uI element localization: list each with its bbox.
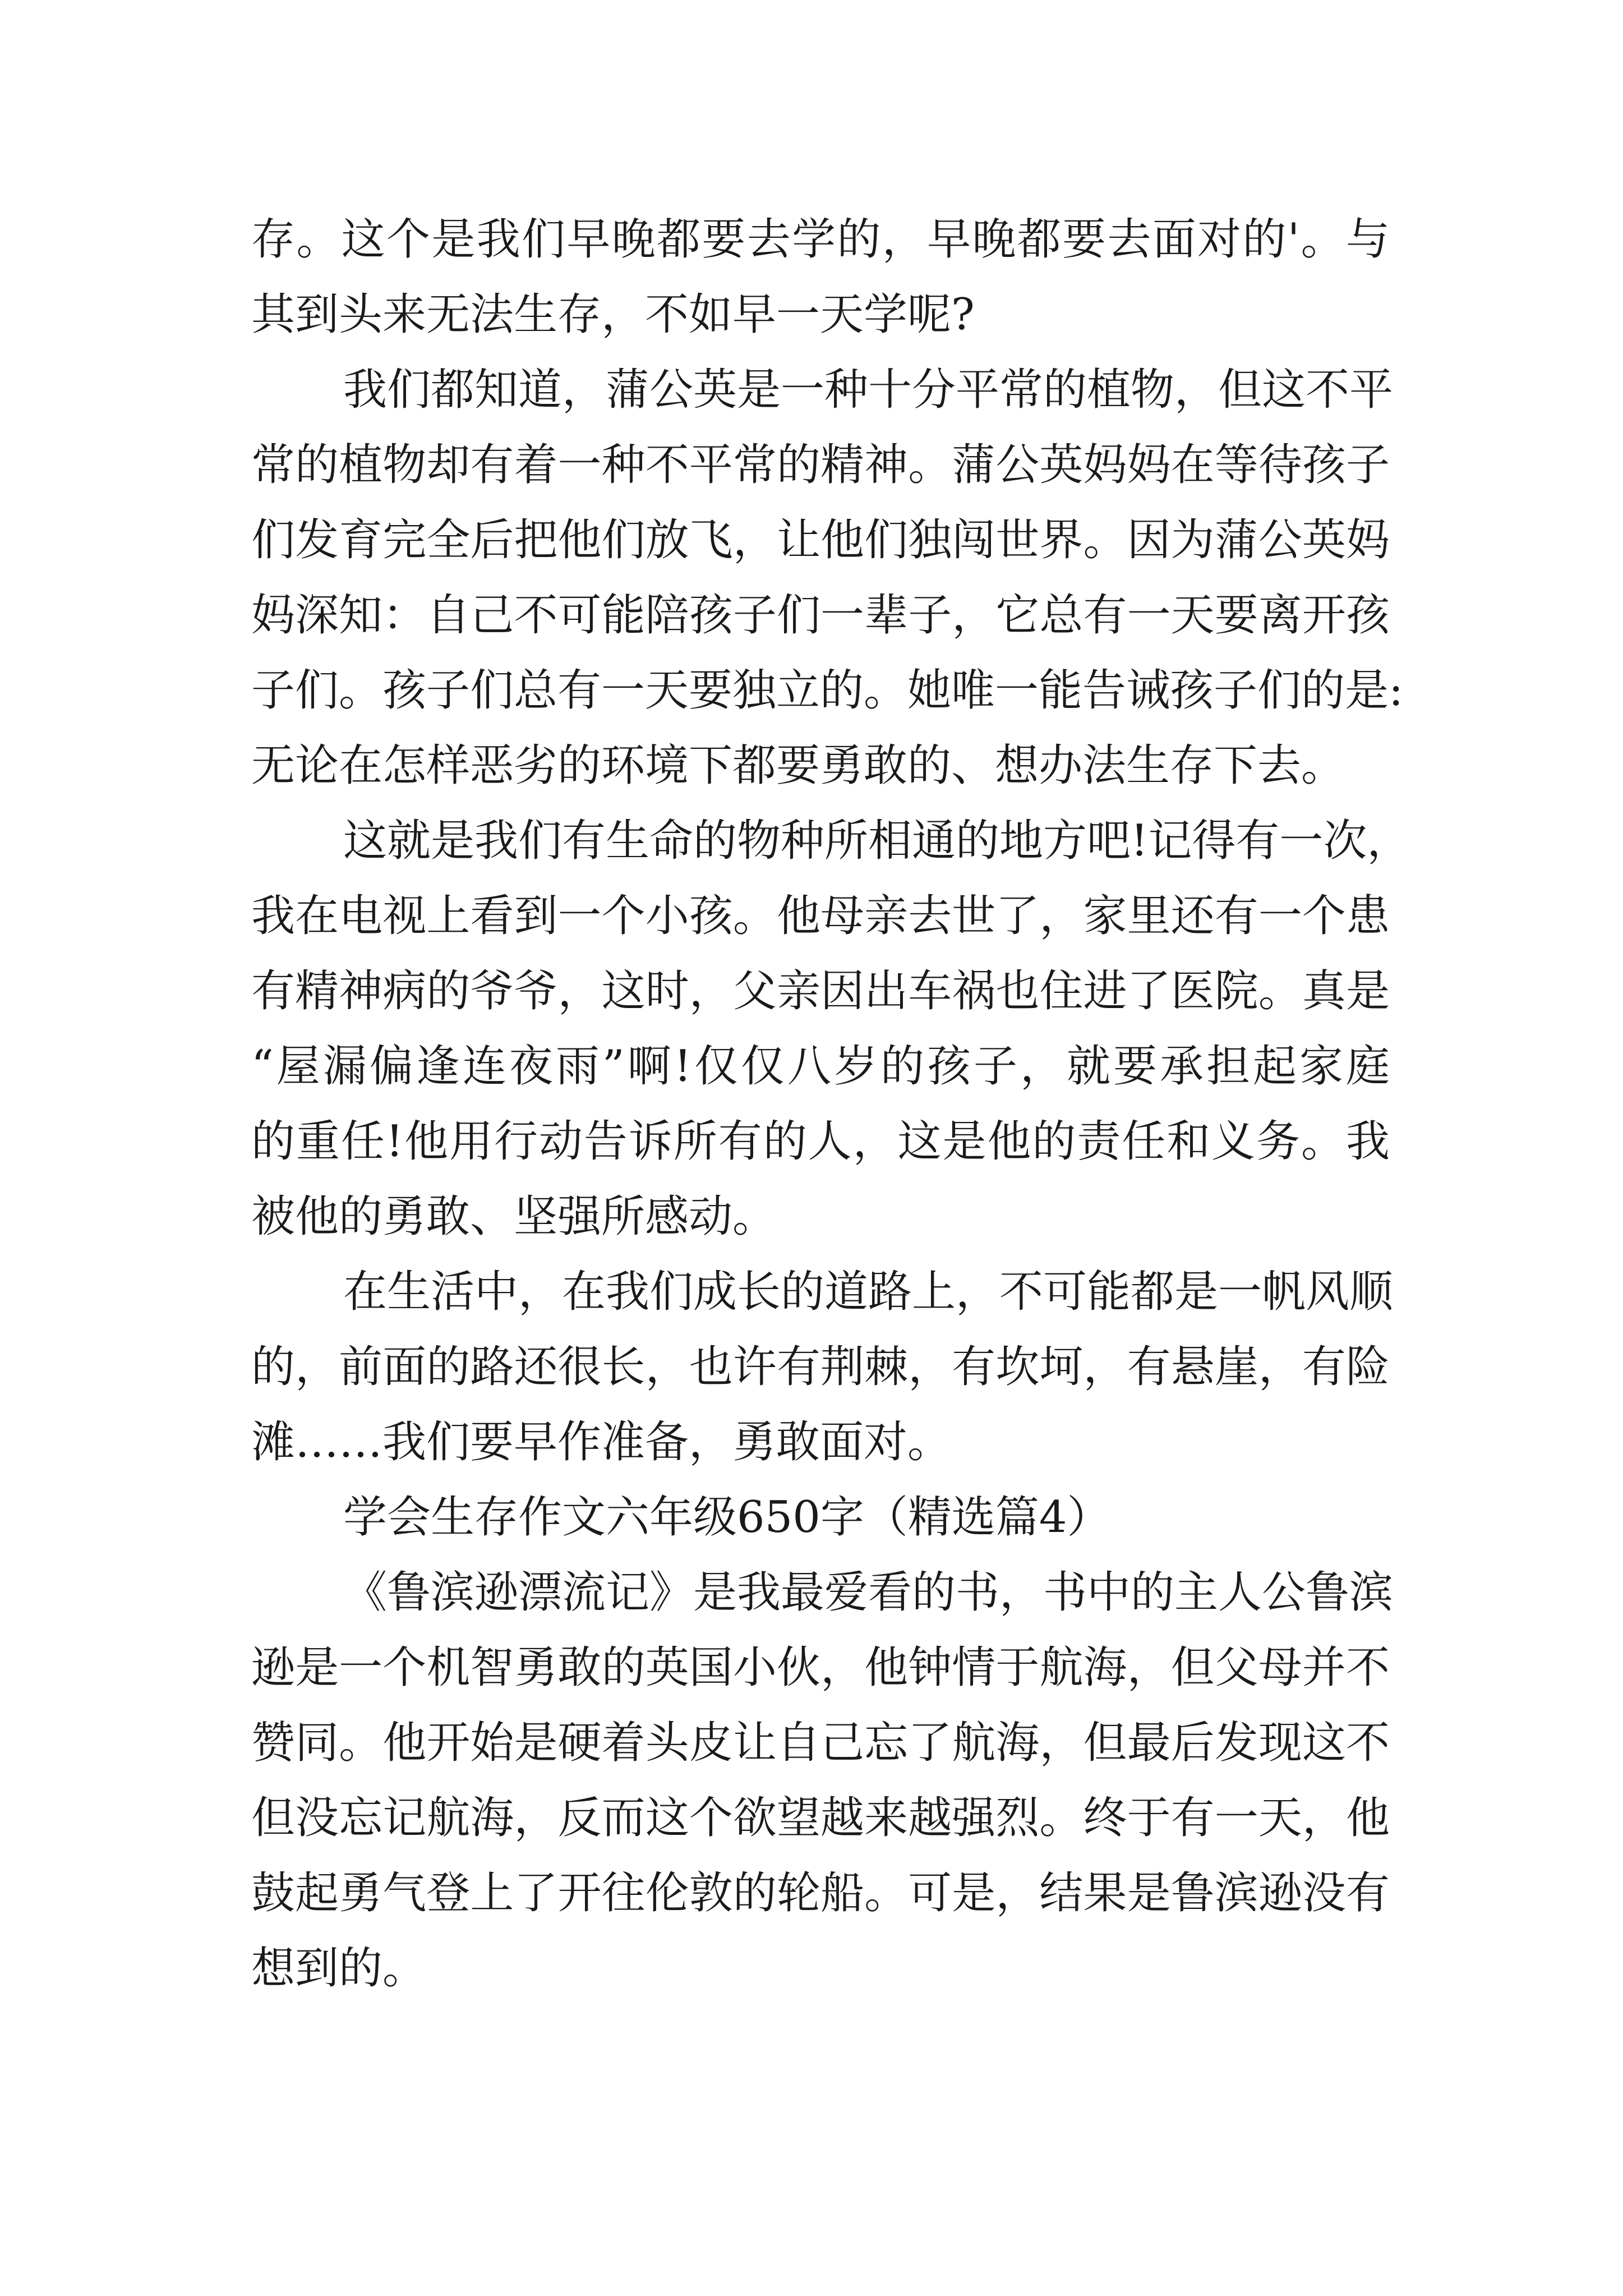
text-line: 被他的勇敢、坚强所感动。 (251, 1191, 777, 1242)
text-line: “屋漏偏逢连夜雨”啊!仅仅八岁的孩子，就要承担起家庭 (251, 1041, 1390, 1092)
text-line: 我们都知道，蒲公英是一种十分平常的植物，但这不平 (343, 365, 1394, 415)
text-line: 其到头来无法生存，不如早一天学呢? (251, 289, 975, 340)
text-line: 滩……我们要早作准备，勇敢面对。 (251, 1417, 952, 1467)
text-line: 学会生存作文六年级650字（精选篇4） (343, 1492, 1111, 1543)
text-line: 的重任!他用行动告诉所有的人，这是他的责任和义务。我 (251, 1116, 1390, 1167)
text-line: 但没忘记航海，反而这个欲望越来越强烈。终于有一天，他 (251, 1793, 1390, 1843)
text-line: 存。这个是我们早晚都要去学的，早晚都要去面对的'。与 (251, 214, 1390, 265)
text-line: 鼓起勇气登上了开往伦敦的轮船。可是，结果是鲁滨逊没有 (251, 1868, 1390, 1918)
text-line: 我在电视上看到一个小孩。他母亲去世了，家里还有一个患 (251, 891, 1390, 941)
text-line: 子们。孩子们总有一天要独立的。她唯一能告诫孩子们的是: (251, 665, 1404, 716)
text-line: 想到的。 (251, 1943, 427, 1994)
text-line: 这就是我们有生命的物种所相通的地方吧!记得有一次， (343, 816, 1411, 866)
text-line: 的，前面的路还很长，也许有荆棘，有坎坷，有悬崖，有险 (251, 1342, 1390, 1392)
document-body (251, 202, 1411, 2006)
text-line: 在生活中，在我们成长的道路上，不可能都是一帆风顺 (343, 1267, 1394, 1317)
text-line: 妈深知：自己不可能陪孩子们一辈子，它总有一天要离开孩 (251, 590, 1390, 641)
text-line: 常的植物却有着一种不平常的精神。蒲公英妈妈在等待孩子 (251, 440, 1390, 490)
text-line: 逊是一个机智勇敢的英国小伙，他钟情于航海，但父母并不 (251, 1642, 1390, 1693)
text-line: 们发育完全后把他们放飞，让他们独闯世界。因为蒲公英妈 (251, 515, 1390, 565)
text-line: 赞同。他开始是硬着头皮让自己忘了航海，但最后发现这不 (251, 1718, 1390, 1768)
text-line: 《鲁滨逊漂流记》是我最爱看的书，书中的主人公鲁滨 (343, 1567, 1394, 1618)
text-line: 有精神病的爷爷，这时，父亲因出车祸也住进了医院。真是 (251, 966, 1390, 1016)
text-line: 无论在怎样恶劣的环境下都要勇敢的、想办法生存下去。 (251, 740, 1345, 791)
